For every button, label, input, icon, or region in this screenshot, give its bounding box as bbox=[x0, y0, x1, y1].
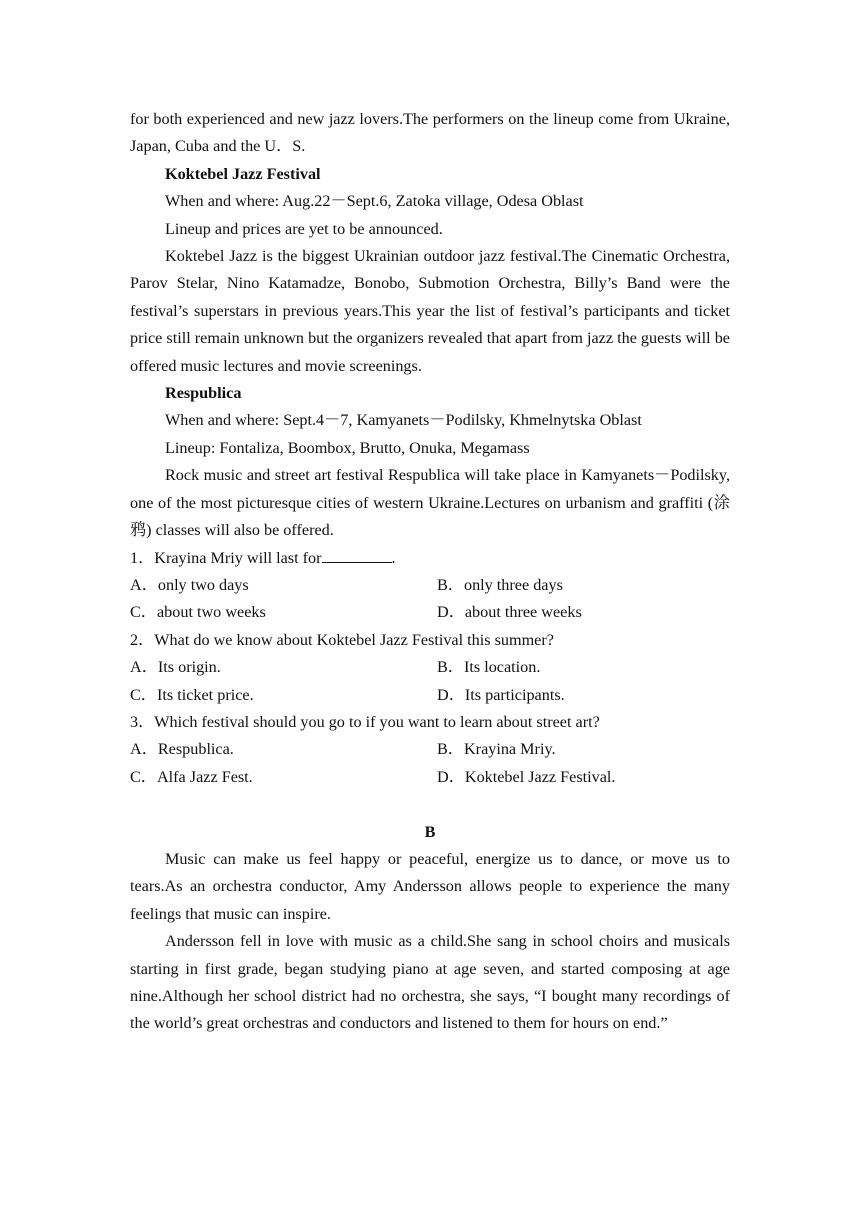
options-row bbox=[130, 654, 730, 681]
question-stem bbox=[130, 545, 730, 572]
question-stem: 2．What do we know about Koktebel Jazz Festival this summer? bbox=[130, 630, 554, 649]
question-stem-end: . bbox=[391, 548, 396, 567]
option-b: B．only three days bbox=[437, 575, 563, 594]
option-c: C．Its ticket price. bbox=[130, 685, 254, 704]
option-d: D．about three weeks bbox=[437, 603, 582, 622]
question-2 bbox=[130, 627, 730, 709]
question-3 bbox=[130, 709, 730, 791]
section-b-paragraph-2: Andersson fell in love with music as a child.She sang in school choirs and musicals starting in first grade, began studying piano at age seven, and started composing at age nine.Although her school district had no orchestra, she says, “I bought many recordings of the world’s great orchestras and conductors and listened to them for hours on end.” bbox=[130, 932, 730, 1033]
options-row bbox=[130, 736, 730, 763]
heading-respublica: Respublica bbox=[165, 384, 242, 403]
option-d: D．Koktebel Jazz Festival. bbox=[437, 767, 616, 786]
question-stem: 3．Which festival should you go to if you want to learn about street art? bbox=[130, 712, 600, 731]
paragraph-intro-continued: for both experienced and new jazz lovers.The performers on the lineup come from Ukraine, Japan, Cuba and the U．S. bbox=[130, 110, 730, 156]
options-row bbox=[130, 572, 730, 599]
option-c: C．Alfa Jazz Fest. bbox=[130, 767, 253, 786]
options-row bbox=[130, 682, 730, 709]
option-c: C．about two weeks bbox=[130, 603, 266, 622]
option-a: A．Its origin. bbox=[130, 658, 221, 677]
question-stem-text: 1．Krayina Mriy will last for bbox=[130, 548, 322, 567]
option-a: A．Respublica. bbox=[130, 740, 234, 759]
koktebel-when-where: When and where: Aug.22－Sept.6, Zatoka village, Odesa Oblast bbox=[165, 192, 584, 211]
koktebel-lineup: Lineup and prices are yet to be announced. bbox=[165, 219, 443, 238]
answer-blank bbox=[322, 548, 392, 563]
option-b: B．Krayina Mriy. bbox=[437, 740, 556, 759]
document-page bbox=[130, 106, 730, 1038]
koktebel-description: Koktebel Jazz is the biggest Ukrainian outdoor jazz festival.The Cinematic Orchestra, Parov Stelar, Nino Katamadze, Bonobo, Submotion Orchestra, Billy’s Band were the festival’s superstars in previous years.This year the list of festival’s participants and ticket price still remain unknown but the organizers revealed that apart from jazz the guests will be offered music lectures and movie screenings. bbox=[130, 247, 730, 375]
respublica-description: Rock music and street art festival Respublica will take place in Kamyanets－Podilsky, one of the most picturesque cities of western Ukraine.Lectures on urbanism and graffiti (涂鸦) classes will also be offered. bbox=[130, 466, 730, 540]
question-1 bbox=[130, 545, 730, 627]
section-b-paragraph-1: Music can make us feel happy or peaceful, energize us to dance, or move us to tears.As an orchestra conductor, Amy Andersson allows people to experience the many feelings that music can inspire. bbox=[130, 849, 730, 923]
options-row bbox=[130, 599, 730, 626]
option-d: D．Its participants. bbox=[437, 685, 565, 704]
option-a: A．only two days bbox=[130, 575, 249, 594]
options-row bbox=[130, 764, 730, 791]
heading-koktebel: Koktebel Jazz Festival bbox=[165, 164, 321, 183]
respublica-lineup: Lineup: Fontaliza, Boombox, Brutto, Onuka, Megamass bbox=[165, 438, 530, 457]
option-b: B．Its location. bbox=[437, 658, 541, 677]
section-b-title: B bbox=[424, 822, 436, 841]
respublica-when-where: When and where: Sept.4－7, Kamyanets－Podilsky, Khmelnytska Oblast bbox=[165, 411, 642, 430]
